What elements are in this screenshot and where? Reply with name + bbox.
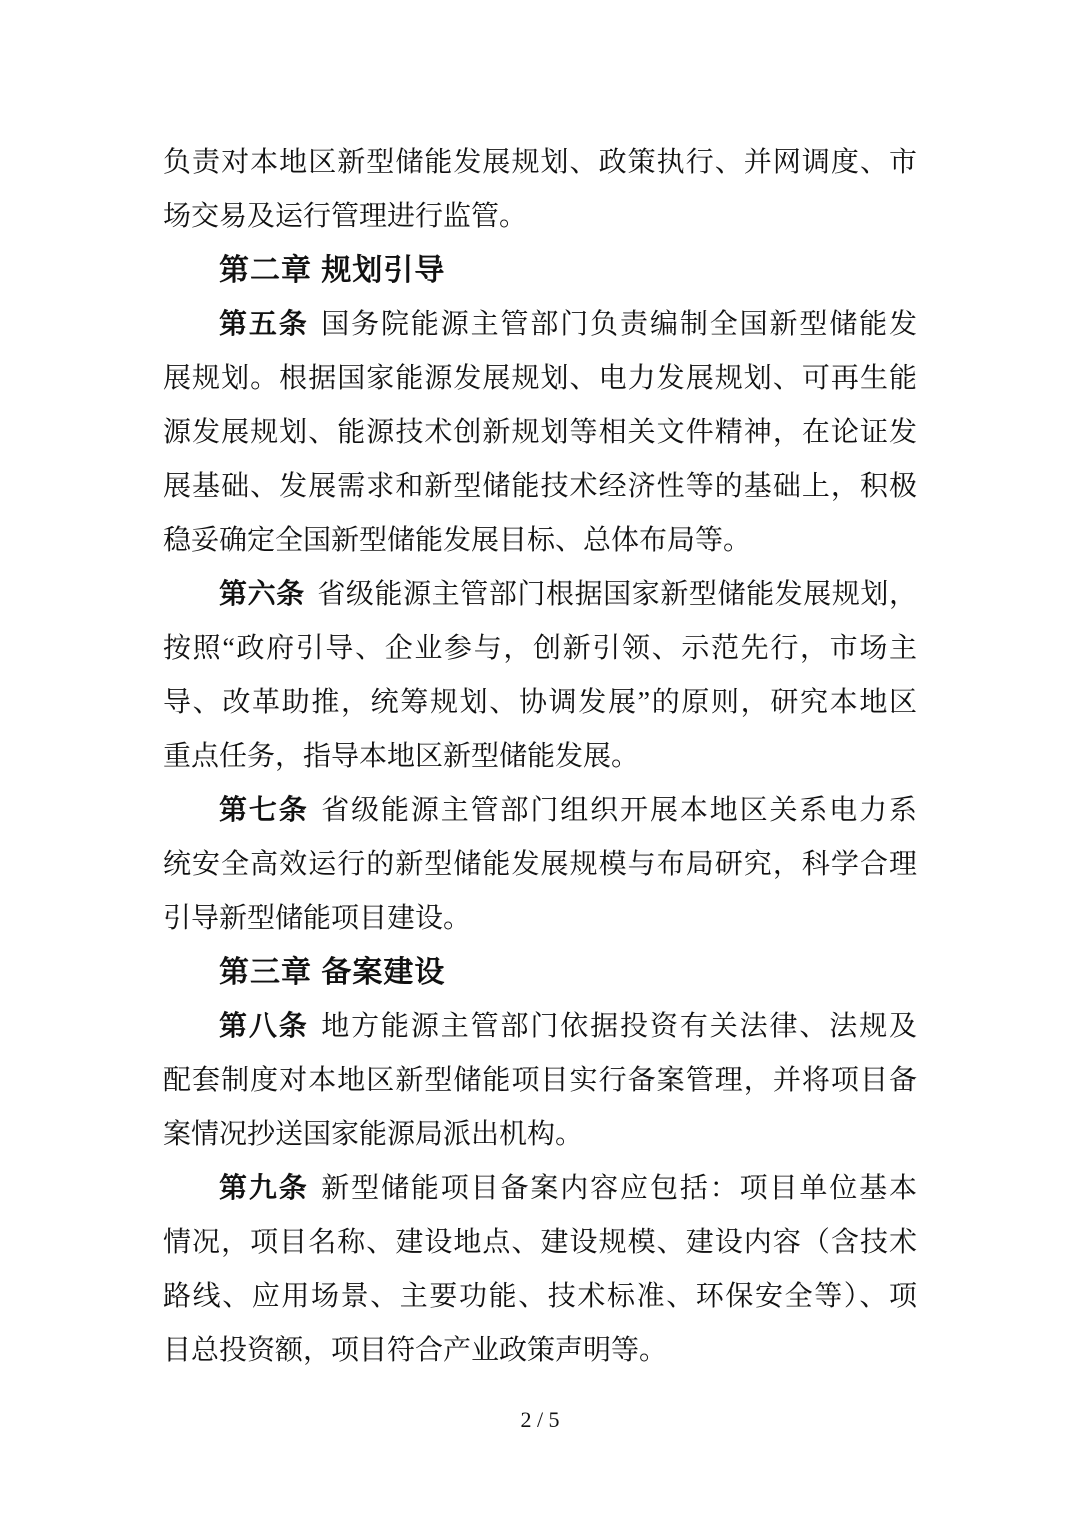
article-text: 地方能源主管部门依据投资有关法律、法规及 xyxy=(321,1011,917,1042)
document-body xyxy=(163,136,917,1378)
article-text: 新型储能项目备案内容应包括：项目单位基本 xyxy=(321,1173,917,1204)
text-line: 场交易及运行管理进行监管。 xyxy=(163,201,528,232)
text-line: 重点任务，指导本地区新型储能发展。 xyxy=(163,741,640,772)
article-text: 国务院能源主管部门负责编制全国新型储能发 xyxy=(321,309,917,340)
text-line: 导、改革助推，统筹规划、协调发展”的原则，研究本地区 xyxy=(163,687,917,718)
text-line: 展规划。根据国家能源发展规划、电力发展规划、可再生能 xyxy=(163,363,917,394)
text-line: 情况，项目名称、建设地点、建设规模、建设内容（含技术 xyxy=(163,1227,917,1258)
text-line: 路线、应用场景、主要功能、技术标准、环保安全等）、项 xyxy=(163,1281,917,1312)
text-line: 稳妥确定全国新型储能发展目标、总体布局等。 xyxy=(163,525,752,556)
text-line: 引导新型储能项目建设。 xyxy=(163,903,472,934)
text-line: 展基础、发展需求和新型储能技术经济性等的基础上，积极 xyxy=(163,471,917,502)
chapter-heading: 第二章 规划引导 xyxy=(219,254,446,287)
article-text: 省级能源主管部门组织开展本地区关系电力系 xyxy=(321,795,917,826)
text-line xyxy=(163,1000,917,1054)
text-line xyxy=(163,784,917,838)
page-number: 2 / 5 xyxy=(520,1407,560,1432)
article-text: 省级能源主管部门根据国家新型储能发展规划， xyxy=(317,579,917,610)
article-number: 第六条 xyxy=(219,579,305,610)
text-line xyxy=(163,568,917,622)
text-line xyxy=(163,1162,917,1216)
text-line xyxy=(163,298,917,352)
text-line: 配套制度对本地区新型储能项目实行备案管理，并将项目备 xyxy=(163,1065,917,1096)
text-line: 按照“政府引导、企业参与，创新引领、示范先行，市场主 xyxy=(163,633,917,664)
text-line: 统安全高效运行的新型储能发展规模与布局研究，科学合理 xyxy=(163,849,917,880)
text-line: 案情况抄送国家能源局派出机构。 xyxy=(163,1119,584,1150)
article-number: 第八条 xyxy=(219,1011,309,1042)
text-line: 源发展规划、能源技术创新规划等相关文件精神，在论证发 xyxy=(163,417,917,448)
text-line: 目总投资额，项目符合产业政策声明等。 xyxy=(163,1335,668,1366)
article-number: 第五条 xyxy=(219,309,309,340)
chapter-heading: 第三章 备案建设 xyxy=(219,956,446,989)
article-number: 第七条 xyxy=(219,795,309,826)
article-number: 第九条 xyxy=(219,1173,309,1204)
text-line: 负责对本地区新型储能发展规划、政策执行、并网调度、市 xyxy=(163,147,917,178)
